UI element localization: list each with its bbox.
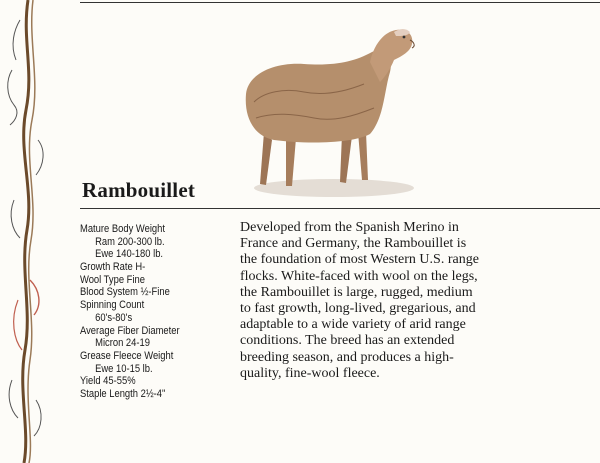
description-line: Developed from the Spanish Merino in xyxy=(240,220,459,235)
title-rule xyxy=(80,208,600,209)
stat-line: Blood System ½-Fine xyxy=(80,286,170,299)
stat-line: Micron 24-19 xyxy=(95,337,150,350)
description-line: quality, fine-wool fleece. xyxy=(240,365,380,381)
description-line: the foundation of most Western U.S. range xyxy=(240,252,479,268)
stat-line: Ewe 10-15 lb. xyxy=(95,362,153,375)
breed-stats-list xyxy=(80,223,206,401)
stat-line: Yield 45-55% xyxy=(80,375,136,388)
stat-line: Staple Length 2½-4" xyxy=(80,387,166,400)
rambouillet-sheep-illustration xyxy=(234,22,430,200)
stat-line: Mature Body Weight xyxy=(80,223,165,235)
stat-line: 60's-80's xyxy=(95,311,133,324)
description-line: the Rambouillet is large, rugged, medium xyxy=(240,284,473,300)
description-line: to fast growth, long-lived, gregarious, and xyxy=(240,301,476,317)
breed-description xyxy=(240,220,550,382)
top-rule xyxy=(80,2,600,3)
decorative-vine-border xyxy=(0,0,60,463)
stat-line: Growth Rate H- xyxy=(80,261,146,274)
description-line: France and Germany, the Rambouillet is xyxy=(240,236,467,252)
stat-line: Spinning Count xyxy=(80,299,145,312)
stat-line: Ewe 140-180 lb. xyxy=(95,248,164,261)
description-line: adaptable to a wide variety of arid range xyxy=(240,317,466,333)
stat-line: Grease Fleece Weight xyxy=(80,349,174,362)
stat-line: Average Fiber Diameter xyxy=(80,324,180,337)
stat-line: Wool Type Fine xyxy=(80,273,145,286)
description-line: breeding season, and produces a high- xyxy=(240,349,454,365)
description-line: flocks. White-faced with wool on the legs, xyxy=(240,268,478,284)
description-line: conditions. The breed has an extended xyxy=(240,333,455,349)
stat-line: Ram 200-300 lb. xyxy=(95,235,165,248)
breed-title: Rambouillet xyxy=(82,178,196,202)
